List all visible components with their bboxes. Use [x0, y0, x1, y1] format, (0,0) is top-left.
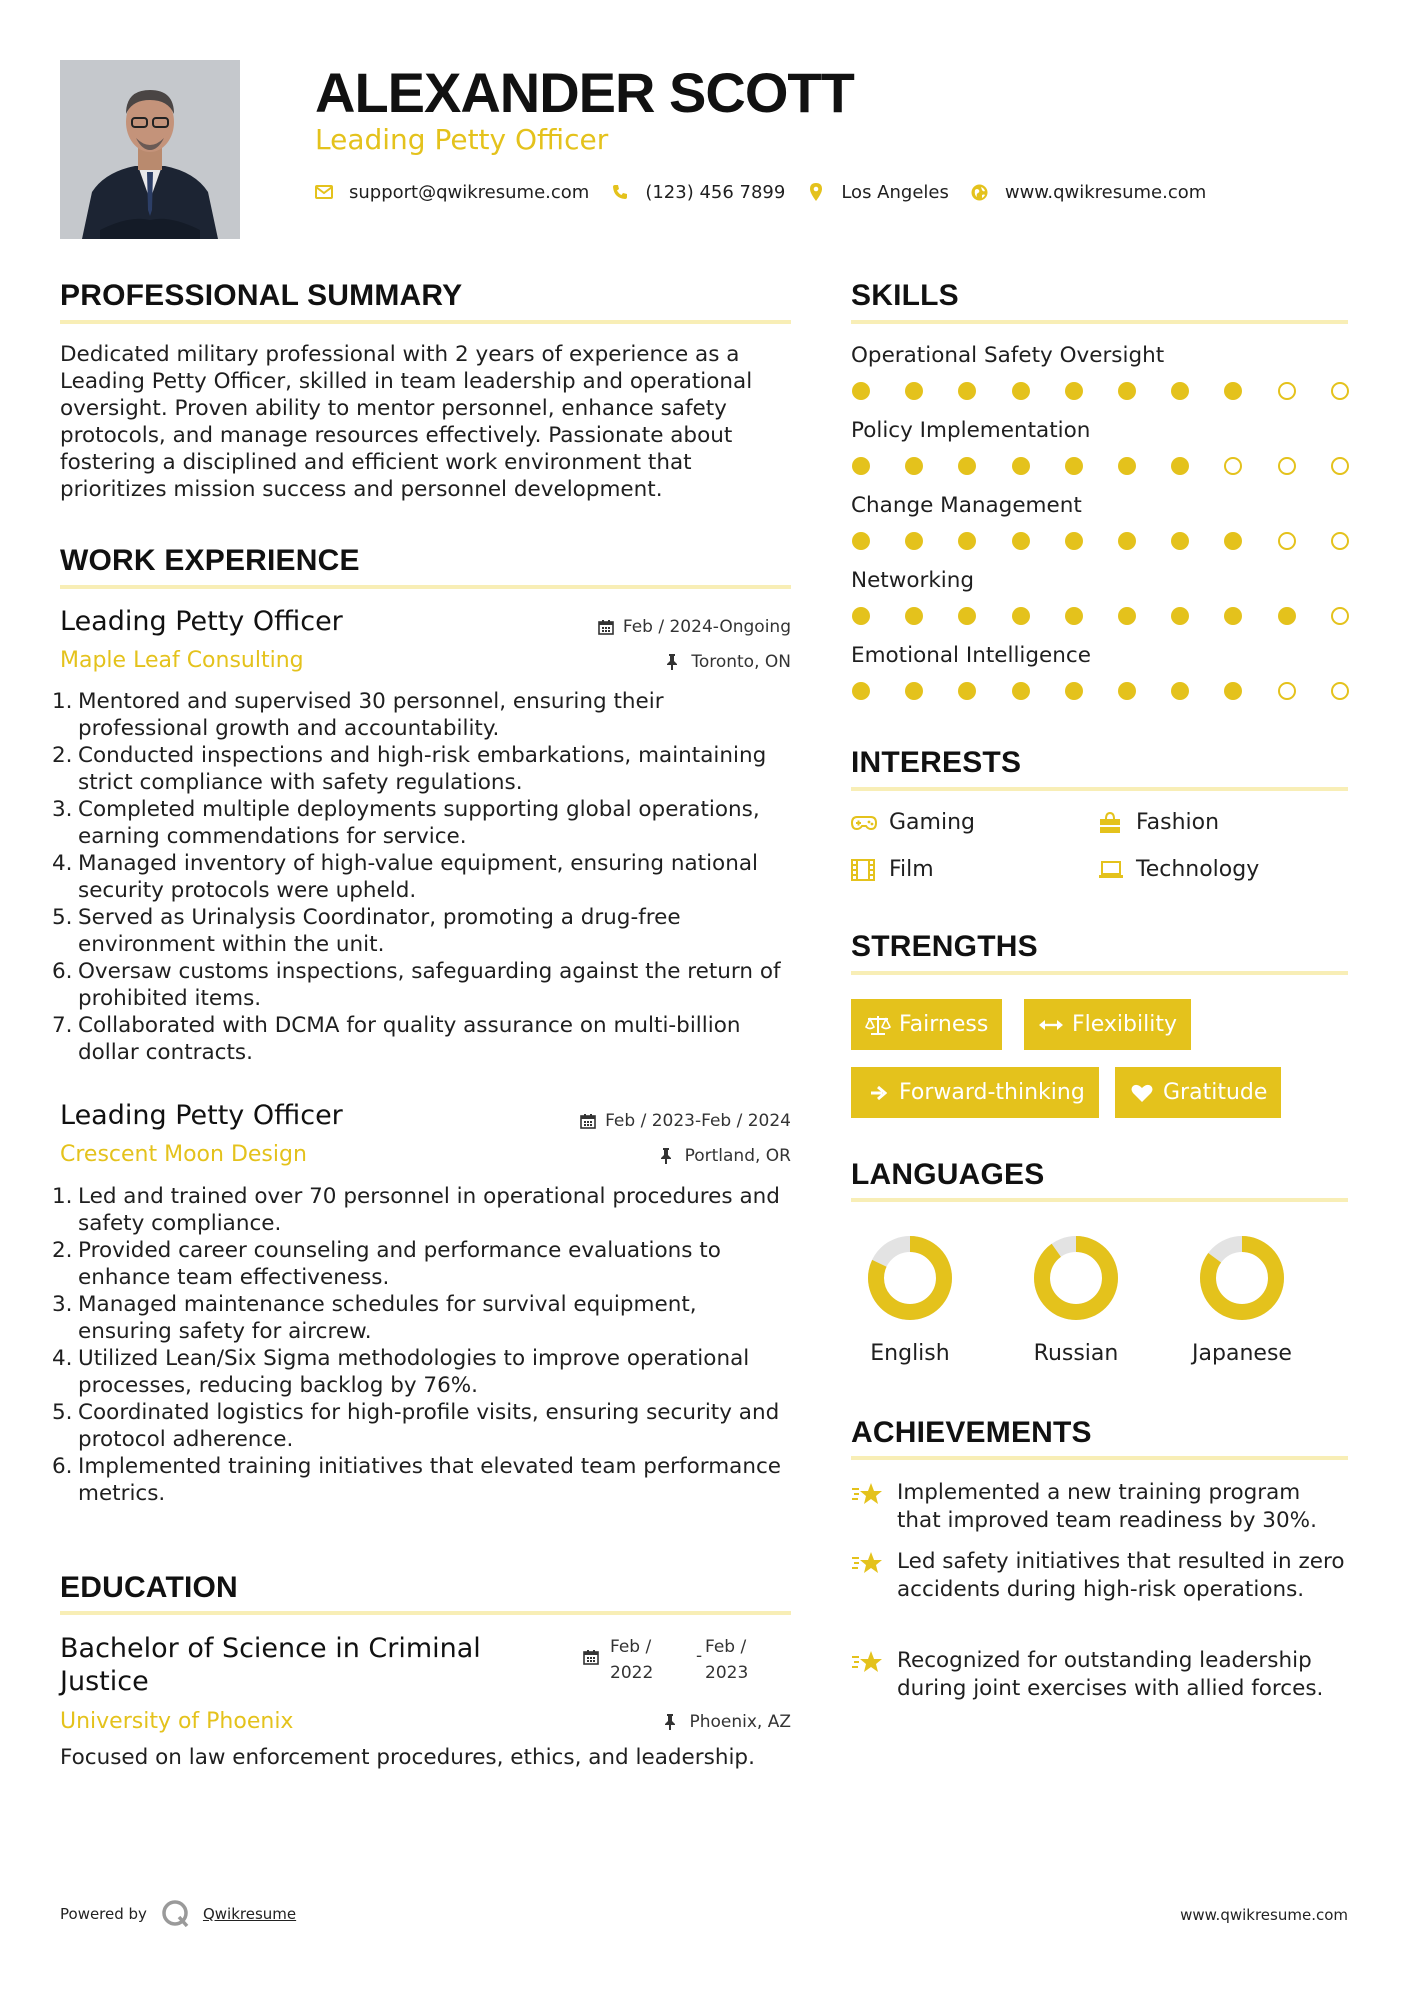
rating-dot-filled: [905, 607, 923, 625]
interest-label: Fashion: [1136, 810, 1220, 835]
candidate-title: Leading Petty Officer: [315, 123, 609, 156]
language-item: [840, 1234, 980, 1368]
skill-rating: [851, 381, 1348, 401]
education-calendar-icon-wrap: [583, 1649, 599, 1669]
strength-tag-forward-thinking: [851, 1067, 1099, 1118]
duty-item: 6. Implemented training initiatives that elevated team performance metrics.: [52, 1454, 782, 1506]
skill-rating: [851, 681, 1348, 701]
education-location: [664, 1711, 791, 1733]
rating-dot-filled: [958, 457, 976, 475]
duty-item: 4. Managed inventory of high-value equipment, ensuring national security protocols were upheld.: [52, 851, 758, 903]
job-dates-text: Feb / 2023-Feb / 2024: [605, 1111, 791, 1131]
language-donut: [1032, 1234, 1120, 1322]
language-name: Russian: [1033, 1341, 1119, 1366]
rating-dot-filled: [852, 457, 870, 475]
contact-location[interactable]: [807, 182, 949, 203]
summary-text: Dedicated military professional with 2 years of experience as a Leading Petty Officer, skilled in team leadership and operational oversight. Proven ability to mentor personnel, enhance safety protocols, and manage resources effectively. Passionate about fostering a disciplined and efficient work environment that prioritizes mission success and personnel development.: [60, 342, 753, 502]
rating-dot-filled: [852, 607, 870, 625]
arrows-h-icon: [1038, 1014, 1064, 1036]
rating-dot-filled: [1171, 457, 1189, 475]
rating-dot-filled: [852, 382, 870, 400]
calendar-icon: [583, 1649, 599, 1665]
interests-divider: [851, 787, 1348, 791]
summary-heading: PROFESSIONAL SUMMARY: [60, 279, 463, 312]
achievement-item: [851, 1479, 1348, 1535]
qwikresume-link[interactable]: Qwikresume: [202, 1905, 297, 1923]
star-icon: [851, 1549, 885, 1577]
rating-dot-filled: [1012, 457, 1030, 475]
achievement-text: Led safety initiatives that resulted in zero accidents during high-risk operations.: [897, 1549, 1345, 1602]
duty-item: 5. Served as Urinalysis Coordinator, promoting a drug-free environment within the unit.: [52, 905, 681, 957]
job-title: Leading Petty Officer: [60, 1100, 343, 1131]
rating-dot-filled: [905, 532, 923, 550]
heart-icon: [1129, 1082, 1155, 1104]
job-location: [666, 651, 791, 673]
gamepad-icon: [851, 812, 877, 834]
rating-dot-empty: [1331, 607, 1349, 625]
interest-item-fashion: [1098, 809, 1219, 837]
rating-dot-filled: [1012, 382, 1030, 400]
rating-dot-filled: [1065, 607, 1083, 625]
rating-dot-empty: [1278, 382, 1296, 400]
language-item: [1006, 1234, 1146, 1368]
education-description: Focused on law enforcement procedures, ethics, and leadership.: [60, 1745, 755, 1770]
rating-dot-filled: [905, 457, 923, 475]
skill-name: Operational Safety Oversight: [851, 343, 1165, 368]
star-icon: [851, 1648, 885, 1676]
strengths-divider: [851, 971, 1348, 975]
strength-label: Gratitude: [1163, 1080, 1268, 1105]
rating-dot-empty: [1224, 457, 1242, 475]
job-duties-list: [52, 688, 791, 1066]
rating-dot-filled: [1065, 457, 1083, 475]
strength-tag-gratitude: [1115, 1067, 1281, 1118]
location-text: Los Angeles: [841, 181, 949, 203]
duty-item: 4. Utilized Lean/Six Sigma methodologies to improve operational processes, reducing backlog by 76%.: [52, 1346, 750, 1398]
phone-icon: [611, 183, 629, 201]
pin-icon: [664, 1714, 680, 1730]
strength-label: Forward-thinking: [899, 1080, 1085, 1105]
rating-dot-filled: [1065, 682, 1083, 700]
rating-dot-filled: [1224, 607, 1242, 625]
languages-heading: LANGUAGES: [851, 1158, 1045, 1191]
rating-dot-empty: [1331, 457, 1349, 475]
pin-icon: [660, 1148, 676, 1164]
experience-divider: [60, 585, 791, 589]
rating-dot-filled: [1224, 682, 1242, 700]
interest-label: Gaming: [889, 810, 975, 835]
footer-powered-by: [60, 1899, 296, 1929]
rating-dot-empty: [1331, 382, 1349, 400]
education-divider: [60, 1611, 791, 1615]
interest-item-gaming: [851, 809, 975, 837]
rating-dot-filled: [1118, 457, 1136, 475]
balance-scale-icon: [865, 1014, 891, 1036]
rating-dot-filled: [1012, 607, 1030, 625]
interests-heading: INTERESTS: [851, 746, 1022, 779]
education-end-date: Feb / 2023: [705, 1637, 749, 1683]
skill-rating: [851, 531, 1348, 551]
company-name: Maple Leaf Consulting: [60, 648, 304, 673]
rating-dot-filled: [852, 682, 870, 700]
shopping-bag-icon: [1098, 812, 1124, 834]
rating-dot-empty: [1331, 682, 1349, 700]
duty-item: 2. Conducted inspections and high-risk embarkations, maintaining strict compliance with safety regulations.: [52, 743, 767, 795]
achievement-item: [851, 1548, 1348, 1604]
calendar-icon: [598, 619, 614, 635]
education-location-text: Phoenix, AZ: [689, 1712, 791, 1732]
strength-tag-flexibility: [1024, 999, 1191, 1050]
arrow-right-icon: [865, 1082, 891, 1104]
degree-title: Bachelor of Science in Criminal Justice: [60, 1633, 481, 1697]
skill-name: Emotional Intelligence: [851, 643, 1091, 668]
qwikresume-logo-icon: [161, 1899, 191, 1929]
rating-dot-filled: [1065, 382, 1083, 400]
rating-dot-filled: [958, 607, 976, 625]
rating-dot-filled: [958, 682, 976, 700]
film-icon: [851, 859, 877, 881]
rating-dot-filled: [852, 532, 870, 550]
star-icon: [851, 1480, 885, 1508]
job-title: Leading Petty Officer: [60, 606, 343, 637]
company-name: Crescent Moon Design: [60, 1142, 307, 1167]
rating-dot-filled: [905, 382, 923, 400]
job-location-text: Toronto, ON: [691, 652, 791, 672]
laptop-icon: [1098, 859, 1124, 881]
duty-item: 3. Managed maintenance schedules for survival equipment, ensuring safety for aircrew.: [52, 1292, 697, 1344]
rating-dot-filled: [1171, 382, 1189, 400]
achievements-heading: ACHIEVEMENTS: [851, 1416, 1092, 1449]
experience-heading: WORK EXPERIENCE: [60, 544, 360, 577]
job-dates-text: Feb / 2024-Ongoing: [622, 617, 791, 637]
skill-rating: [851, 606, 1348, 626]
contact-bar: [315, 178, 1228, 206]
skill-name: Change Management: [851, 493, 1082, 518]
duty-item: 1. Led and trained over 70 personnel in operational procedures and safety compliance.: [52, 1184, 780, 1236]
contact-website[interactable]: [971, 182, 1206, 203]
duty-item: 3. Completed multiple deployments supporting global operations, earning commendations for service.: [52, 797, 760, 849]
language-name: Japanese: [1192, 1341, 1292, 1366]
job-dates: [598, 616, 791, 638]
interest-item-film: [851, 856, 934, 884]
map-marker-icon: [807, 183, 825, 201]
profile-photo: [60, 60, 240, 239]
language-name: English: [870, 1341, 950, 1366]
pin-icon: [666, 654, 682, 670]
duty-item: 1. Mentored and supervised 30 personnel, ensuring their professional growth and accountability.: [52, 689, 664, 741]
skill-name: Policy Implementation: [851, 418, 1091, 443]
rating-dot-empty: [1278, 457, 1296, 475]
strength-label: Fairness: [899, 1012, 989, 1037]
powered-by-text: Powered by: [60, 1905, 147, 1923]
rating-dot-filled: [1118, 607, 1136, 625]
education-date-dash: -: [696, 1646, 703, 1666]
language-donut: [866, 1234, 954, 1322]
strength-tag-fairness: [851, 999, 1002, 1050]
duty-item: 6. Oversaw customs inspections, safeguarding against the return of prohibited items.: [52, 959, 781, 1011]
rating-dot-empty: [1331, 532, 1349, 550]
language-donut: [1198, 1234, 1286, 1322]
envelope-icon: [315, 183, 333, 201]
rating-dot-filled: [1118, 382, 1136, 400]
rating-dot-filled: [958, 382, 976, 400]
rating-dot-filled: [1012, 532, 1030, 550]
rating-dot-filled: [1171, 607, 1189, 625]
school-name: University of Phoenix: [60, 1709, 294, 1734]
rating-dot-filled: [1065, 532, 1083, 550]
duty-item: 2. Provided career counseling and performance evaluations to enhance team effectiveness.: [52, 1238, 721, 1290]
education-heading: EDUCATION: [60, 1571, 238, 1604]
rating-dot-filled: [1224, 532, 1242, 550]
rating-dot-filled: [1224, 382, 1242, 400]
rating-dot-filled: [1171, 682, 1189, 700]
rating-dot-filled: [1012, 682, 1030, 700]
skills-divider: [851, 320, 1348, 324]
duty-item: 7. Collaborated with DCMA for quality assurance on multi-billion dollar contracts.: [52, 1013, 741, 1065]
education-start-date: Feb / 2022: [610, 1637, 654, 1683]
calendar-icon: [580, 1113, 596, 1129]
candidate-name: ALEXANDER SCOTT: [315, 61, 854, 124]
website-text: www.qwikresume.com: [1004, 181, 1207, 203]
language-item: [1172, 1234, 1312, 1368]
globe-icon: [971, 183, 989, 201]
rating-dot-filled: [958, 532, 976, 550]
achievement-text: Implemented a new training program that improved team readiness by 30%.: [897, 1480, 1317, 1533]
achievement-text: Recognized for outstanding leadership during joint exercises with allied forces.: [897, 1648, 1324, 1701]
rating-dot-filled: [1171, 532, 1189, 550]
strength-label: Flexibility: [1072, 1012, 1177, 1037]
rating-dot-filled: [1118, 532, 1136, 550]
job-location: [660, 1145, 791, 1167]
strengths-heading: STRENGTHS: [851, 930, 1038, 963]
interest-label: Film: [889, 857, 934, 882]
interest-item-technology: [1098, 856, 1259, 884]
rating-dot-filled: [1118, 682, 1136, 700]
rating-dot-filled: [905, 682, 923, 700]
achievements-divider: [851, 1456, 1348, 1460]
phone-text: (123) 456 7899: [645, 181, 786, 203]
summary-divider: [60, 320, 791, 324]
contact-phone[interactable]: [611, 182, 785, 203]
skill-name: Networking: [851, 568, 975, 593]
rating-dot-filled: [1278, 607, 1296, 625]
job-duties-list: [52, 1183, 791, 1507]
duty-item: 5. Coordinated logistics for high-profile visits, ensuring security and protocol adherence.: [52, 1400, 780, 1452]
contact-email[interactable]: [315, 182, 589, 203]
languages-divider: [851, 1198, 1348, 1202]
rating-dot-empty: [1278, 532, 1296, 550]
skill-rating: [851, 456, 1348, 476]
email-text: support@qwikresume.com: [349, 181, 590, 203]
job-dates: [580, 1110, 791, 1132]
job-location-text: Portland, OR: [684, 1146, 791, 1166]
skills-heading: SKILLS: [851, 279, 959, 312]
language-proficiency-arc: [1042, 1244, 1110, 1312]
interest-label: Technology: [1136, 857, 1260, 882]
rating-dot-empty: [1278, 682, 1296, 700]
footer-website-link[interactable]: www.qwikresume.com: [1180, 1906, 1348, 1924]
achievement-item: [851, 1647, 1348, 1703]
